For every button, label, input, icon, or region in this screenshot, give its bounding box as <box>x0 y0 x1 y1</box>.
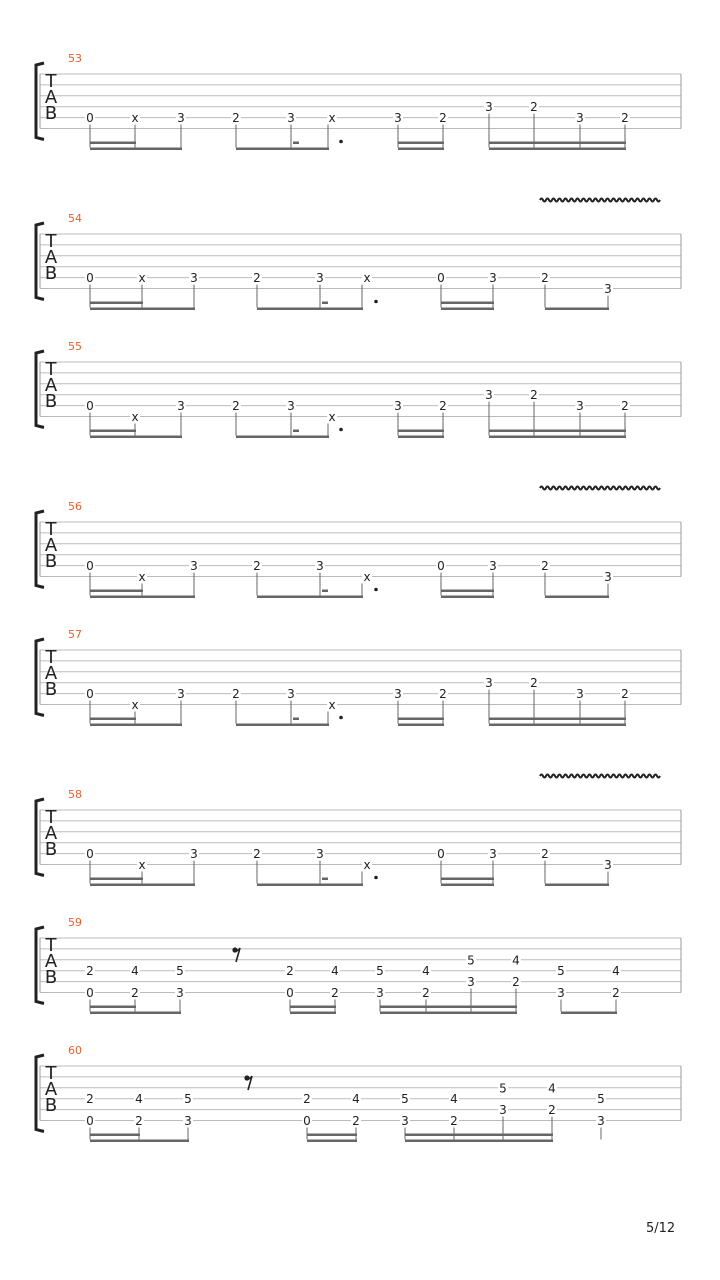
beam-secondary <box>441 878 494 881</box>
fret-number: 3 <box>485 676 493 691</box>
beam-secondary <box>307 1134 357 1137</box>
beam-secondary <box>405 1134 553 1137</box>
measure-number: 56 <box>68 500 82 513</box>
tab-clef-letter: T <box>45 231 57 252</box>
fret-number: 2 <box>253 847 261 862</box>
fret-number: 2 <box>450 1114 458 1128</box>
fret-number: 3 <box>287 111 295 126</box>
fret-number: 5 <box>467 953 475 968</box>
fret-number: 5 <box>499 1081 507 1096</box>
dead-note: x <box>138 858 146 872</box>
beam-secondary <box>398 142 444 145</box>
tab-clef-letter: A <box>44 87 58 108</box>
dead-note: x <box>131 410 139 424</box>
fret-number: 3 <box>177 687 185 702</box>
beam <box>441 596 494 599</box>
tab-clef-letter: T <box>45 935 57 956</box>
tab-clef-letter: B <box>44 839 58 860</box>
tab-clef-letter: A <box>44 247 58 268</box>
tab-clef-letter: B <box>44 967 58 988</box>
beam-secondary <box>380 1006 517 1009</box>
beam <box>489 436 626 439</box>
beam-secondary <box>90 142 136 145</box>
measure-number: 54 <box>68 212 82 225</box>
fret-number: 3 <box>604 570 612 584</box>
fret-number: 5 <box>401 1092 409 1107</box>
fret-number: 0 <box>86 271 94 286</box>
beam <box>380 1012 517 1015</box>
tab-clef-letter: A <box>44 535 58 556</box>
tab-clef-letter: A <box>44 951 58 972</box>
beam <box>398 148 444 151</box>
beam-secondary <box>489 430 626 433</box>
dead-note: x <box>363 570 371 584</box>
fret-number: 2 <box>530 388 538 403</box>
fret-number: 3 <box>394 399 402 414</box>
fret-number: 3 <box>485 100 493 115</box>
fret-number: 4 <box>352 1092 360 1107</box>
fret-number: 4 <box>548 1081 556 1096</box>
dead-note: x <box>328 698 336 712</box>
fret-number: 2 <box>232 687 240 702</box>
fret-number: 2 <box>86 1092 94 1107</box>
beam-secondary <box>90 1006 136 1009</box>
fret-number: 3 <box>177 111 185 126</box>
fret-number: 0 <box>86 111 94 126</box>
fret-number: 3 <box>177 399 185 414</box>
beam <box>545 884 609 887</box>
fret-number: 5 <box>557 964 565 979</box>
beam <box>545 596 609 599</box>
fret-number: 3 <box>394 111 402 126</box>
fret-number: 4 <box>612 964 620 979</box>
fret-number: 3 <box>499 1103 507 1118</box>
beam-secondary <box>90 590 143 593</box>
dead-note: x <box>131 111 139 126</box>
beam <box>545 308 609 311</box>
fret-number: 2 <box>135 1114 143 1128</box>
tab-clef-letter: B <box>44 103 58 124</box>
beam <box>90 596 195 599</box>
beam-secondary <box>489 142 626 145</box>
measure-number: 59 <box>68 916 82 929</box>
beam <box>561 1012 617 1015</box>
fret-number: 3 <box>316 271 324 286</box>
beam-secondary <box>441 302 494 305</box>
beam <box>236 724 329 727</box>
fret-number: 2 <box>439 111 447 126</box>
tab-clef-letter: A <box>44 375 58 396</box>
fret-number: 2 <box>439 399 447 414</box>
beam-secondary <box>90 430 136 433</box>
fret-number: 2 <box>352 1114 360 1128</box>
fret-number: 3 <box>489 559 497 574</box>
beam <box>290 1012 336 1015</box>
tab-clef-letter: T <box>45 519 57 540</box>
fret-number: 0 <box>437 559 445 574</box>
fret-number: 4 <box>450 1092 458 1107</box>
fret-number: 3 <box>489 271 497 286</box>
tab-clef-letter: T <box>45 1063 57 1084</box>
dead-note: x <box>328 410 336 424</box>
vibrato-mark <box>540 487 660 490</box>
dead-note: x <box>363 271 371 286</box>
fret-number: 3 <box>489 847 497 862</box>
dead-note: x <box>131 698 139 712</box>
fret-number: 0 <box>286 986 294 1000</box>
fret-number: 2 <box>621 111 629 126</box>
beam-secondary <box>90 1134 140 1137</box>
beam-secondary <box>398 718 444 721</box>
fret-number: 3 <box>467 975 475 990</box>
beam <box>398 436 444 439</box>
fret-number: 2 <box>131 986 139 1000</box>
fret-number: 3 <box>190 559 198 574</box>
dead-note: x <box>363 858 371 872</box>
fret-number: 2 <box>530 100 538 115</box>
fret-number: 2 <box>530 676 538 691</box>
beam <box>398 724 444 727</box>
tab-clef-letter: T <box>45 807 57 828</box>
beam-stub <box>322 590 328 593</box>
measure-number: 58 <box>68 788 82 801</box>
measure-number: 60 <box>68 1044 82 1057</box>
dot <box>339 428 343 432</box>
beam-secondary <box>441 590 494 593</box>
fret-number: 2 <box>86 964 94 979</box>
tab-clef-letter: A <box>44 823 58 844</box>
page-number: 5/12 <box>646 1221 676 1236</box>
fret-number: 3 <box>376 986 384 1000</box>
tab-clef-letter: T <box>45 647 57 668</box>
fret-number: 4 <box>331 964 339 979</box>
beam-secondary <box>90 878 143 881</box>
fret-number: 2 <box>253 559 261 574</box>
fret-number: 5 <box>597 1092 605 1107</box>
fret-number: 4 <box>135 1092 143 1107</box>
fret-number: 3 <box>176 986 184 1000</box>
fret-number: 2 <box>286 964 294 979</box>
fret-number: 4 <box>131 964 139 979</box>
beam <box>257 596 363 599</box>
fret-number: 3 <box>287 399 295 414</box>
fret-number: 3 <box>576 399 584 414</box>
dot <box>374 876 378 880</box>
beam <box>307 1140 357 1143</box>
fret-number: 3 <box>604 858 612 872</box>
beam <box>257 884 363 887</box>
fret-number: 0 <box>86 559 94 574</box>
fret-number: 3 <box>597 1114 605 1128</box>
dot <box>374 588 378 592</box>
fret-number: 2 <box>232 399 240 414</box>
dot <box>339 140 343 144</box>
beam <box>90 436 182 439</box>
beam <box>90 884 195 887</box>
tab-clef-letter: T <box>45 359 57 380</box>
beam-stub <box>293 142 299 145</box>
fret-number: 0 <box>86 847 94 862</box>
fret-number: 4 <box>512 953 520 968</box>
fret-number: 0 <box>437 847 445 862</box>
fret-number: 2 <box>541 271 549 286</box>
tab-clef-letter: T <box>45 71 57 92</box>
beam <box>236 148 329 151</box>
beam <box>90 148 182 151</box>
fret-number: 2 <box>253 271 261 286</box>
fret-number: 4 <box>422 964 430 979</box>
beam-stub <box>322 302 328 305</box>
fret-number: 0 <box>86 399 94 414</box>
fret-number: 0 <box>86 1114 94 1128</box>
measure-number: 53 <box>68 52 82 65</box>
fret-number: 2 <box>512 975 520 990</box>
fret-number: 3 <box>287 687 295 702</box>
beam <box>489 724 626 727</box>
beam-secondary <box>90 302 143 305</box>
fret-number: 2 <box>541 847 549 862</box>
beam-stub <box>293 718 299 721</box>
fret-number: 3 <box>316 847 324 862</box>
beam <box>257 308 363 311</box>
beam <box>441 884 494 887</box>
beam <box>90 308 195 311</box>
measure-number: 57 <box>68 628 82 641</box>
fret-number: 2 <box>303 1092 311 1107</box>
tab-clef-letter: B <box>44 679 58 700</box>
beam <box>405 1140 553 1143</box>
dot <box>339 716 343 720</box>
beam-secondary <box>489 718 626 721</box>
fret-number: 2 <box>439 687 447 702</box>
fret-number: 5 <box>184 1092 192 1107</box>
fret-number: 0 <box>86 986 94 1000</box>
beam <box>90 1140 189 1143</box>
fret-number: 2 <box>331 986 339 1000</box>
tab-clef-letter: B <box>44 263 58 284</box>
fret-number: 3 <box>184 1114 192 1128</box>
beam-stub <box>322 878 328 881</box>
tab-clef-letter: A <box>44 1079 58 1100</box>
fret-number: 5 <box>176 964 184 979</box>
beam <box>441 308 494 311</box>
fret-number: 3 <box>557 986 565 1000</box>
fret-number: 0 <box>437 271 445 286</box>
tab-clef-letter: B <box>44 1095 58 1116</box>
beam-secondary <box>90 718 136 721</box>
dot <box>374 300 378 304</box>
fret-number: 0 <box>86 687 94 702</box>
beam <box>90 1012 181 1015</box>
tab-clef-letter: A <box>44 663 58 684</box>
fret-number: 3 <box>190 271 198 286</box>
fret-number: 2 <box>232 111 240 126</box>
dead-note: x <box>138 271 146 286</box>
measure-number: 55 <box>68 340 82 353</box>
fret-number: 5 <box>376 964 384 979</box>
beam <box>489 148 626 151</box>
vibrato-mark <box>540 775 660 778</box>
fret-number: 3 <box>576 111 584 126</box>
beam-secondary <box>398 430 444 433</box>
fret-number: 3 <box>604 282 612 296</box>
fret-number: 3 <box>316 559 324 574</box>
fret-number: 2 <box>621 399 629 414</box>
vibrato-mark <box>540 199 660 202</box>
fret-number: 3 <box>401 1114 409 1128</box>
fret-number: 2 <box>612 986 620 1000</box>
fret-number: 2 <box>422 986 430 1000</box>
fret-number: 0 <box>303 1114 311 1128</box>
tab-clef-letter: B <box>44 391 58 412</box>
fret-number: 3 <box>394 687 402 702</box>
fret-number: 2 <box>541 559 549 574</box>
fret-number: 3 <box>485 388 493 403</box>
beam-secondary <box>290 1006 336 1009</box>
beam-stub <box>293 430 299 433</box>
beam <box>236 436 329 439</box>
fret-number: 2 <box>548 1103 556 1118</box>
fret-number: 2 <box>621 687 629 702</box>
beam <box>90 724 182 727</box>
dead-note: x <box>138 570 146 584</box>
dead-note: x <box>328 111 336 126</box>
tab-clef-letter: B <box>44 551 58 572</box>
fret-number: 3 <box>190 847 198 862</box>
fret-number: 3 <box>576 687 584 702</box>
